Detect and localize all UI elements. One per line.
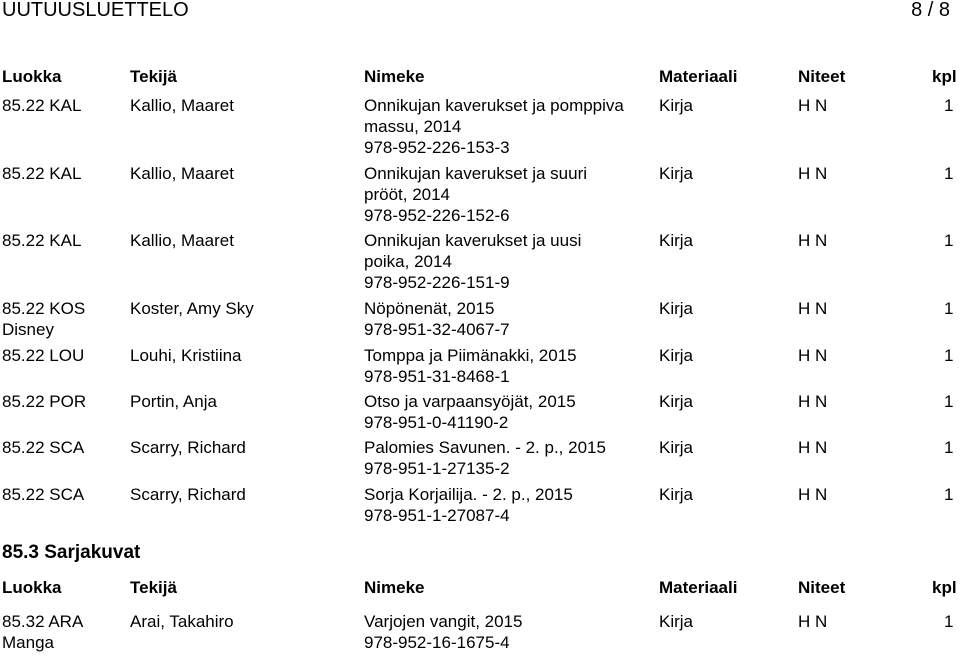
section-title: 85.3 Sarjakuvat	[2, 542, 141, 563]
cell-nimeke-line: Sorja Korjailija. - 2. p., 2015	[364, 485, 573, 504]
cell-nimeke-line: Otso ja varpaansyöjät, 2015	[364, 392, 576, 411]
cell-isbn: 978-952-16-1675-4	[364, 633, 510, 652]
cell-luokka: 85.32 ARA	[2, 612, 84, 631]
cell-materiaali: Kirja	[659, 231, 694, 250]
column-header-luokka: Luokka	[2, 578, 62, 597]
column-header-kpl: kpl	[932, 578, 957, 597]
cell-nimeke-line: Onnikujan kaverukset ja suuri	[364, 164, 588, 183]
cell-tekija: Arai, Takahiro	[130, 612, 234, 631]
cell-luokka: 85.22 LOU	[2, 346, 85, 365]
column-header-niteet: Niteet	[798, 578, 846, 597]
cell-kpl: 1	[944, 164, 954, 183]
cell-nimeke-line: prööt, 2014	[364, 185, 451, 204]
cell-materiaali: Kirja	[659, 438, 694, 457]
cell-materiaali: Kirja	[659, 299, 694, 318]
page-header	[0, 0, 960, 24]
cell-tekija: Kallio, Maaret	[130, 231, 234, 250]
column-header-tekija: Tekijä	[130, 578, 177, 597]
cell-isbn: 978-952-226-151-9	[364, 273, 510, 292]
cell-isbn: 978-951-1-27135-2	[364, 459, 510, 478]
column-header-tekija: Tekijä	[130, 67, 177, 86]
document-title: UUTUUSLUETTELO	[2, 0, 189, 21]
cell-luokka: 85.22 SCA	[2, 438, 85, 457]
cell-tekija: Scarry, Richard	[130, 485, 246, 504]
cell-nimeke-line: Varjojen vangit, 2015	[364, 612, 523, 631]
cell-kpl: 1	[944, 299, 954, 318]
cell-luokka: 85.22 KAL	[2, 96, 82, 115]
cell-materiaali: Kirja	[659, 96, 694, 115]
cell-nimeke-line: massu, 2014	[364, 117, 462, 136]
cell-nimeke-line: Nöpönenät, 2015	[364, 299, 495, 318]
cell-tekija: Koster, Amy Sky	[130, 299, 254, 318]
column-header-materiaali: Materiaali	[659, 67, 738, 86]
cell-niteet: H N	[798, 231, 828, 250]
cell-isbn: 978-951-1-27087-4	[364, 506, 510, 525]
cell-kpl: 1	[944, 231, 954, 250]
cell-luokka-sub: Disney	[2, 320, 54, 339]
cell-isbn: 978-951-31-8468-1	[364, 367, 510, 386]
cell-niteet: H N	[798, 612, 828, 631]
cell-niteet: H N	[798, 346, 828, 365]
cell-materiaali: Kirja	[659, 392, 694, 411]
cell-tekija: Scarry, Richard	[130, 438, 246, 457]
column-header-kpl: kpl	[932, 67, 957, 86]
cell-materiaali: Kirja	[659, 164, 694, 183]
page-number: 8 / 8	[911, 0, 950, 21]
cell-tekija: Portin, Anja	[130, 392, 217, 411]
cell-luokka: 85.22 KAL	[2, 164, 82, 183]
cell-kpl: 1	[944, 96, 954, 115]
cell-kpl: 1	[944, 438, 954, 457]
cell-kpl: 1	[944, 612, 954, 631]
cell-nimeke-line: Onnikujan kaverukset ja uusi	[364, 231, 582, 250]
cell-materiaali: Kirja	[659, 485, 694, 504]
cell-isbn: 978-952-226-152-6	[364, 206, 510, 225]
cell-niteet: H N	[798, 299, 828, 318]
cell-tekija: Kallio, Maaret	[130, 96, 234, 115]
cell-materiaali: Kirja	[659, 346, 694, 365]
cell-kpl: 1	[944, 346, 954, 365]
cell-nimeke-line: Onnikujan kaverukset ja pomppiva	[364, 96, 624, 115]
column-header-niteet: Niteet	[798, 67, 846, 86]
cell-tekija: Kallio, Maaret	[130, 164, 234, 183]
column-header-luokka: Luokka	[2, 67, 62, 86]
cell-niteet: H N	[798, 438, 828, 457]
cell-isbn: 978-951-0-41190-2	[364, 413, 509, 432]
cell-materiaali: Kirja	[659, 612, 694, 631]
cell-luokka-sub: Manga	[2, 633, 54, 652]
cell-nimeke-line: poika, 2014	[364, 252, 452, 271]
cell-niteet: H N	[798, 96, 828, 115]
column-header-materiaali: Materiaali	[659, 578, 738, 597]
cell-tekija: Louhi, Kristiina	[130, 346, 242, 365]
column-header-nimeke: Nimeke	[364, 67, 425, 86]
column-header-nimeke: Nimeke	[364, 578, 425, 597]
cell-luokka: 85.22 KOS	[2, 299, 86, 318]
cell-kpl: 1	[944, 392, 954, 411]
cell-luokka: 85.22 KAL	[2, 231, 82, 250]
cell-kpl: 1	[944, 485, 954, 504]
cell-niteet: H N	[798, 392, 828, 411]
cell-niteet: H N	[798, 164, 828, 183]
cell-nimeke-line: Tomppa ja Piimänakki, 2015	[364, 346, 577, 365]
cell-luokka: 85.22 POR	[2, 392, 87, 411]
cell-nimeke-line: Palomies Savunen. - 2. p., 2015	[364, 438, 606, 457]
cell-luokka: 85.22 SCA	[2, 485, 85, 504]
cell-niteet: H N	[798, 485, 828, 504]
cell-isbn: 978-952-226-153-3	[364, 138, 510, 157]
cell-isbn: 978-951-32-4067-7	[364, 320, 510, 339]
